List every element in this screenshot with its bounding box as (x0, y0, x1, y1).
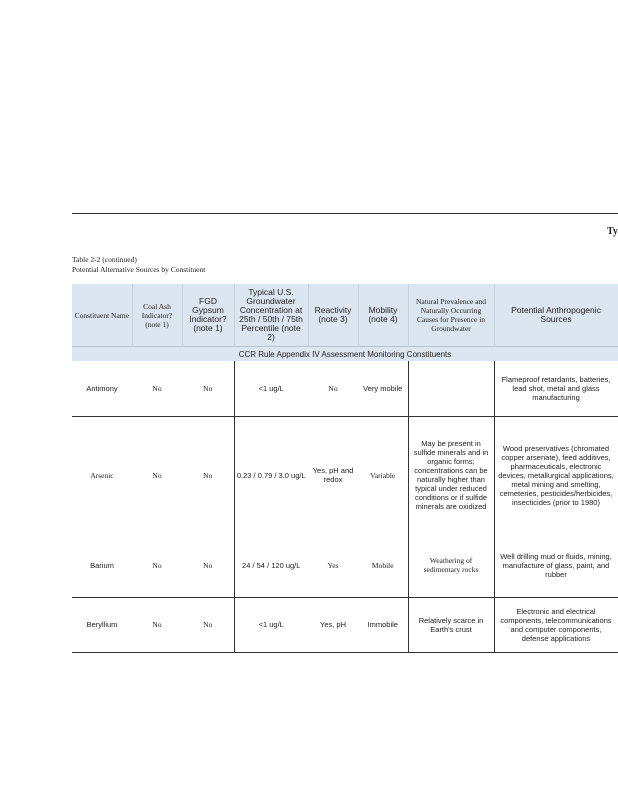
table-header-row (72, 284, 618, 347)
cell-anthropogenic: Flameproof retardants, batteries, lead shot, metal and glass manufacturing (494, 361, 618, 416)
cell-concentration: <1 ug/L (234, 597, 308, 652)
col-header-anthropogenic (494, 284, 618, 347)
cell-reactivity: Yes, pH and redox (312, 466, 354, 485)
table-row (72, 597, 618, 652)
col-header-text: Constituent Name (74, 310, 129, 320)
cell-reactivity: Yes (308, 534, 358, 597)
cell-natural: May be present in sulfide minerals and in organic forms; concentrations can be naturally higher than typical under reduced conditions or if sulfide minerals are oxidized (408, 416, 494, 534)
cell-fgd: No (182, 597, 234, 652)
cell-coal-ash: No (132, 534, 182, 597)
page-header: Ty (607, 226, 618, 237)
cell-reactivity: Yes, pH (308, 597, 358, 652)
col-header-text: Coal Ash Indicator? (note 1) (141, 301, 173, 329)
col-header-mobility (358, 284, 408, 347)
cell-name: Arsenic (90, 470, 114, 480)
col-header-coal-ash (132, 284, 182, 347)
caption-title: Table 2-2 (continued) (72, 255, 137, 264)
cell-name: Antimony (72, 361, 132, 416)
cell-natural: Relatively scarce in Earth's crust (408, 597, 494, 652)
cell-reactivity: No (308, 361, 358, 416)
cell-concentration: 24 / 54 / 120 ug/L (234, 534, 308, 597)
col-header-text: Reactivity (note 3) (314, 305, 352, 324)
col-header-reactivity (308, 284, 358, 347)
section-label (72, 347, 618, 362)
col-header-text: Typical U.S. Groundwater Concentration at 25th / 50th / 75th Percentile (note 2) (239, 287, 303, 342)
col-header-text: FGD Gypsum Indicator? (note 1) (189, 296, 227, 333)
cell-coal-ash: No (132, 597, 182, 652)
cell-concentration: 0.23 / 0.79 / 3.0 ug/L (234, 416, 308, 534)
table-caption (72, 255, 205, 275)
cell-fgd: No (182, 534, 234, 597)
cell-name: Barium (72, 534, 132, 597)
section-label-text: CCR Rule Appendix IV Assessment Monitoring Constituents (238, 349, 452, 359)
cell-mobility: Mobile (358, 534, 408, 597)
cell-fgd: No (203, 470, 213, 480)
table-row (72, 534, 618, 597)
cell-mobility: Variable (370, 470, 396, 480)
cell-name: Beryllium (72, 597, 132, 652)
cell-natural (408, 361, 494, 416)
section-row (72, 347, 618, 362)
alternative-sources-table (72, 284, 618, 653)
caption-subtitle: Potential Alternative Sources by Constituent (72, 265, 206, 274)
table-row (72, 361, 618, 416)
cell-fgd: No (182, 361, 234, 416)
table-row (72, 416, 618, 534)
col-header-concentration (234, 284, 308, 347)
cell-anthropogenic: Well drilling mud or fluids, mining, manufacture of glass, paint, and rubber (494, 534, 618, 597)
cell-coal-ash: No (152, 470, 162, 480)
col-header-text: Natural Prevalence and Naturally Occurring Causes for Presence in Groundwater (416, 297, 486, 333)
col-header-constituent (72, 284, 132, 347)
cell-natural: Weathering of sedimentary rocks (408, 534, 494, 597)
col-header-text: Potential Anthropogenic Sources (511, 305, 601, 324)
col-header-natural (408, 284, 494, 347)
cell-mobility: Immobile (358, 597, 408, 652)
cell-anthropogenic: Wood preservatives (chromated copper arsenate), feed additives, pharmaceuticals, electronic devices, metallurgical applications, metal mining and smelting, cemeteries, pesticides/herbicides, insecticides (prior to 1980) (494, 416, 618, 534)
col-header-fgd (182, 284, 234, 347)
cell-mobility: Very mobile (358, 361, 408, 416)
cell-coal-ash: No (132, 361, 182, 416)
cell-concentration: <1 ug/L (234, 361, 308, 416)
top-rule (72, 213, 618, 214)
col-header-text: Mobility (note 4) (368, 305, 398, 324)
cell-anthropogenic: Electronic and electrical components, telecommunications and computer components, defense applications (494, 597, 618, 652)
